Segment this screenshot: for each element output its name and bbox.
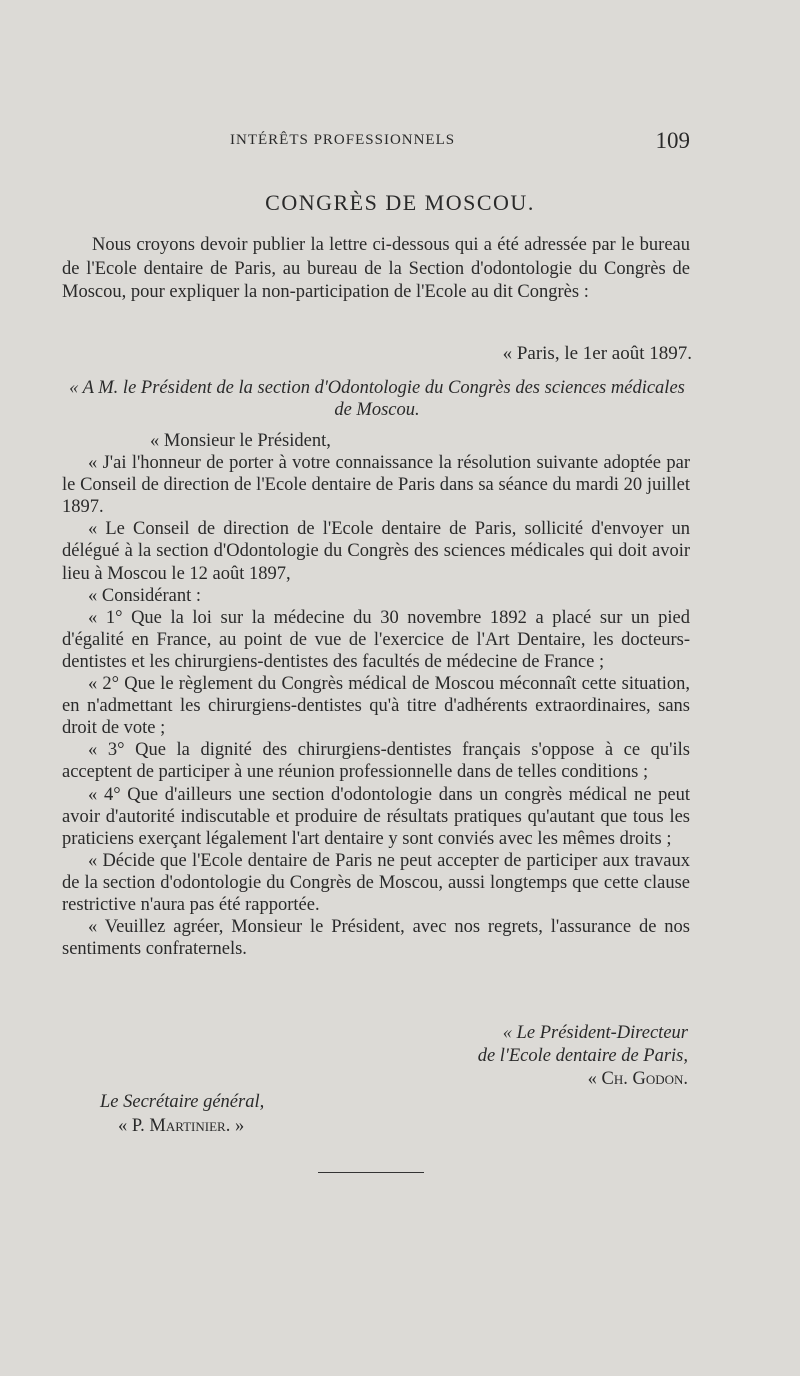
running-title: INTÉRÊTS PROFESSIONNELS [230,132,456,148]
letter-paragraph: « Le Conseil de direction de l'Ecole dentaire de Paris, sollicité d'envoyer un délégué à la section d'Odontologie du Congrès des sciences médicales qui doit avoir lieu à Moscou le 12 août 1897, [62,519,690,584]
letter-paragraph: « 1° Que la loi sur la médecine du 30 novembre 1892 a placé sur un pied d'égalité en France, au point de vue de l'exercice de l'Art Dentaire, les docteurs-dentistes et les chirurgiens-dentistes des facultés de médecine de France ; [62,607,690,672]
page-number: 109 [655,128,690,153]
president-title-line2: de l'Ecole dentaire de Paris, [477,1046,688,1066]
letter-paragraph: « Décide que l'Ecole dentaire de Paris ne peut accepter de participer aux travaux de la section d'odontologie du Congrès de Moscou, aussi longtemps que cette clause restrictive n'aura pas été rapportée. [62,850,690,915]
letter-paragraph: « 2° Que le règlement du Congrès médical de Moscou méconnaît cette situation, en n'admettant les chirurgiens-dentistes qu'à titre d'adhérents extraordinaires, sans droit de vote ; [62,674,690,739]
end-rule [318,1172,424,1173]
secretary-title: Le Secrétaire général, [100,1092,265,1112]
article-title: CONGRÈS DE MOSCOU. [265,190,535,215]
intro-paragraph: Nous croyons devoir publier la lettre ci-dessous qui a été adressée par le bureau de l'Ecole dentaire de Paris, au bureau de la Section d'odontologie du Congrès de Moscou, pour expliquer la non-participation de l'Ecole au dit Congrès : [62,235,690,302]
signature-president [478,1022,688,1091]
running-header [60,128,690,158]
letter-body [62,430,690,960]
signature-secretary [100,1090,264,1138]
letter-salutation: « Monsieur le Président, [150,431,331,451]
letter-paragraph: « Considérant : [88,585,202,606]
letter-paragraph: « 3° Que la dignité des chirurgiens-dentistes français s'oppose à ce qu'ils acceptent de participer à une réunion professionnelle dans de telles conditions ; [62,740,690,783]
president-title-line1: « Le Président-Directeur [502,1023,688,1043]
secretary-name: « P. Martinier. » [118,1116,245,1136]
letter-paragraph: « J'ai l'honneur de porter à votre connaissance la résolution suivante adoptée par le Conseil de direction de l'Ecole dentaire de Paris dans sa séance du mardi 20 juillet 1897. [62,453,690,518]
letter-paragraph: « Veuillez agréer, Monsieur le Président, avec nos regrets, l'assurance de nos sentiments confraternels. [62,917,690,960]
letter-date: « Paris, le 1er août 1897. [502,343,692,364]
president-name: « Ch. Godon. [587,1069,688,1089]
letter-paragraph: « 4° Que d'ailleurs une section d'odontologie dans un congrès médical ne peut avoir d'autorité indiscutable et produire de résultats pratiques qu'autant que tous les praticiens exerçant légalement l'art dentaire y sont conviés avec les mêmes droits ; [62,784,690,849]
letter-address: « A M. le Président de la section d'Odontologie du Congrès des sciences médicales de Moscou. [69,378,685,420]
